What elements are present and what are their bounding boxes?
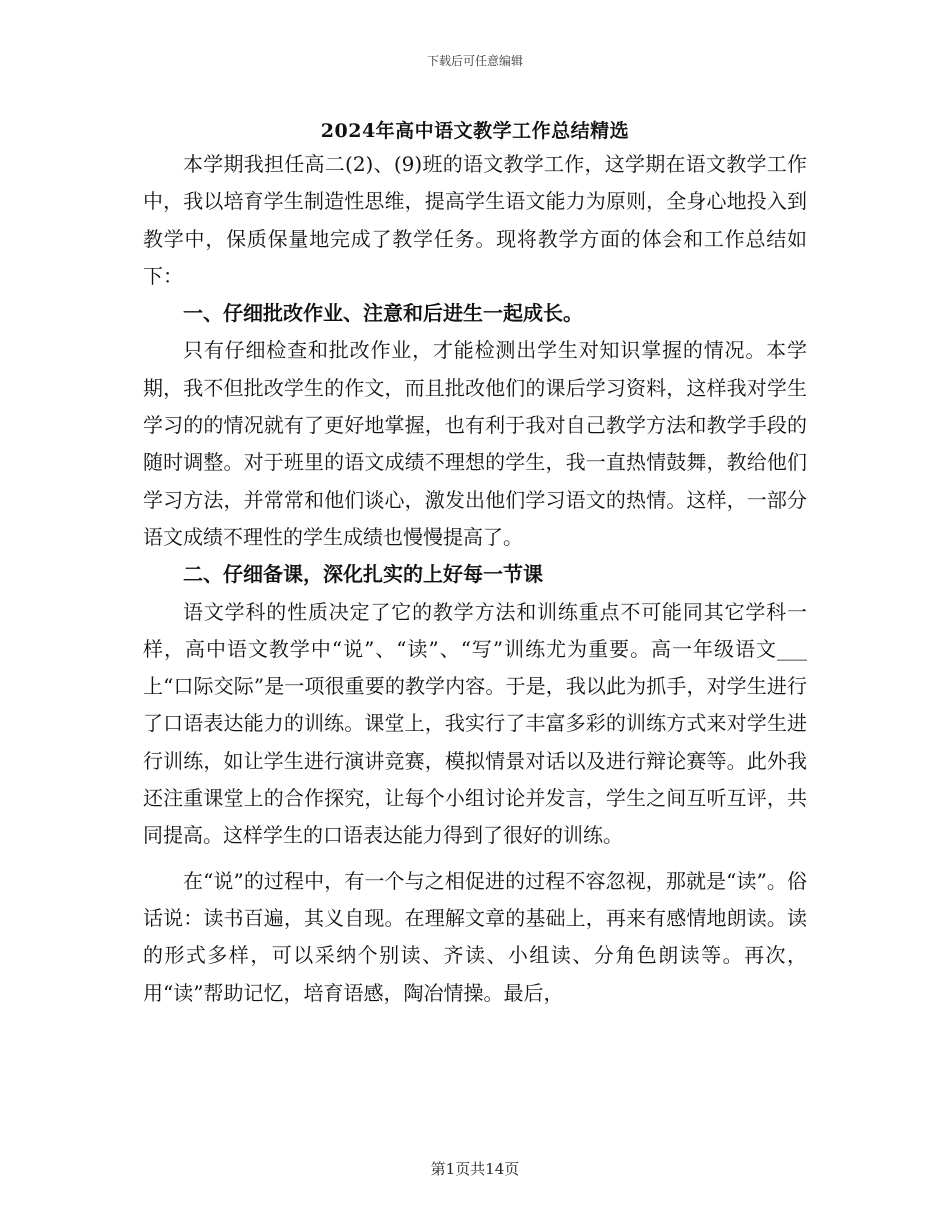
section-2-paragraph-2: 在“说”的过程中，有一个与之相促进的过程不容忽视，那就是“读”。俗话说：读书百遍，其义自现。在理解文章的基础上，再来有感情地朗读。读的形式多样，可以采纳个别读、齐读、小组读、分角色朗读等。再次，用“读”帮助记忆，培育语感，陶冶情操。最后， [143,868,807,1005]
document-body [143,146,807,1012]
section-heading-1: 一、仔细批改作业、注意和后进生一起成长。 [183,301,583,326]
section-2-paragraph-1: 语文学科的性质决定了它的教学方法和训练重点不可能同其它学科一样，高中语文教学中“说”、“读”、“写”训练尤为重要。高一年级语文___上“口际交际”是一项很重要的教学内容。于是，我以此为抓手，对学生进行了口语表达能力的训练。课堂上，我实行了丰富多彩的训练方式来对学生进行训练，如让学生进行演讲竞赛，模拟情景对话以及进行辩论赛等。此外我还注重课堂上的合作探究，让每个小组讨论并发言，学生之间互听互评，共同提高。这样学生的口语表达能力得到了很好的训练。 [143,599,807,848]
section-1-paragraph: 只有仔细检查和批改作业，才能检测出学生对知识掌握的情况。本学期，我不但批改学生的作文，而且批改他们的课后学习资料，这样我对学生学习的的情况就有了更好地掌握，也有利于我对自己教学方法和教学手段的随时调整。对于班里的语文成绩不理想的学生，我一直热情鼓舞，教给他们学习方法，并常常和他们谈心，激发出他们学习语文的热情。这样，一部分语文成绩不理性的学生成绩也慢慢提高了。 [143,338,807,549]
intro-paragraph: 本学期我担任高二(2)、(9)班的语文教学工作，这学期在语文教学工作中，我以培育学生制造性思维，提高学生语文能力为原则，全身心地投入到教学中，保质保量地完成了教学任务。现将教学方面的体会和工作总结如下： [143,152,807,288]
page-header-note: 下载后可任意编辑 [426,54,523,68]
page-footer-number: 第1页共14页 [430,1160,520,1178]
section-heading-2: 二、仔细备课，深化扎实的上好每一节课 [183,562,543,587]
document-title: 2024年高中语文教学工作总结精选 [320,120,630,142]
